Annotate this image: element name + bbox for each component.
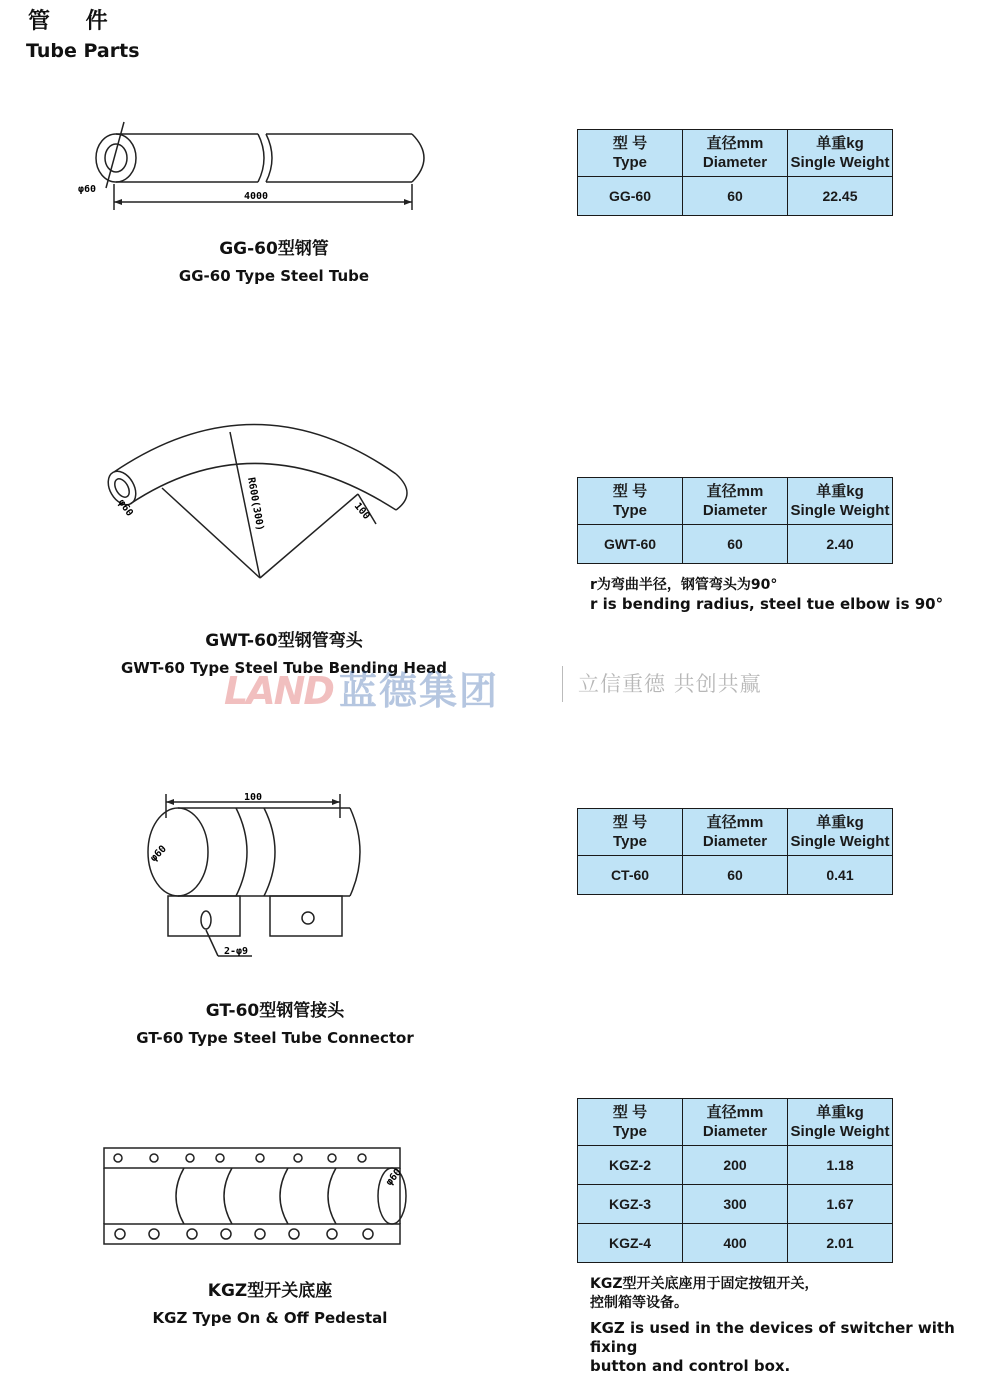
cell-diameter: 400 — [683, 1224, 788, 1263]
brand-name: 蓝德集团 — [338, 669, 499, 713]
watermark-logo — [224, 660, 499, 715]
cell-type: KGZ-2 — [578, 1146, 683, 1185]
gt60-drawing — [140, 790, 380, 970]
cell-diameter: 60 — [683, 856, 788, 895]
table-row — [578, 856, 893, 895]
kgz-note-en-2: button and control box. — [590, 1357, 791, 1375]
kgz-caption-en: KGZ Type On & Off Pedestal — [152, 1309, 388, 1327]
gt60-caption-en: GT-60 Type Steel Tube Connector — [136, 1029, 414, 1047]
cell-type: KGZ-3 — [578, 1185, 683, 1224]
col-weight: 单重kg Single Weight — [788, 478, 893, 525]
cell-diameter: 200 — [683, 1146, 788, 1185]
gwt60-dim-dia: φ60 — [115, 497, 135, 519]
table-header-row — [578, 130, 893, 177]
page-title-en: Tube Parts — [26, 40, 140, 62]
gg60-caption — [140, 234, 408, 285]
cell-type: GG-60 — [578, 177, 683, 216]
col-type: 型 号 Type — [578, 130, 683, 177]
table-header-row — [578, 478, 893, 525]
gwt60-note — [590, 576, 943, 614]
kgz-note-cn-1: KGZ型开关底座用于固定按钮开关， — [590, 1276, 819, 1292]
gg60-dim-dia: φ60 — [78, 184, 97, 195]
cell-diameter: 60 — [683, 177, 788, 216]
table-header-row — [578, 1099, 893, 1146]
cell-weight: 2.40 — [788, 525, 893, 564]
page-title-cn: 管 件 — [28, 9, 122, 34]
col-diameter: 直径mm Diameter — [683, 478, 788, 525]
gg60-spec-table — [577, 129, 893, 216]
table-row — [578, 1224, 893, 1263]
table-row — [578, 1146, 893, 1185]
kgz-caption-cn: KGZ型开关底座 — [207, 1281, 333, 1301]
col-weight: 单重kg Single Weight — [788, 809, 893, 856]
gt60-dim-holes: 2-φ9 — [224, 946, 249, 957]
brand-logo: LAND — [224, 669, 333, 713]
kgz-caption — [130, 1276, 410, 1327]
gg60-caption-en: GG-60 Type Steel Tube — [178, 267, 370, 285]
cell-weight: 0.41 — [788, 856, 893, 895]
col-type: 型 号 Type — [578, 478, 683, 525]
gg60-caption-cn: GG-60型钢管 — [219, 239, 329, 259]
gwt60-dim-radius: R600(300) — [245, 476, 266, 532]
kgz-spec-table — [577, 1098, 893, 1263]
gwt60-drawing — [96, 398, 426, 598]
cell-diameter: 300 — [683, 1185, 788, 1224]
gg60-dim-len: 4000 — [244, 191, 269, 202]
table-row — [578, 177, 893, 216]
gwt60-spec-table — [577, 477, 893, 564]
gt60-dim-len: 100 — [244, 792, 263, 803]
col-diameter: 直径mm Diameter — [683, 1099, 788, 1146]
kgz-note — [590, 1275, 990, 1376]
col-diameter: 直径mm Diameter — [683, 809, 788, 856]
cell-weight: 22.45 — [788, 177, 893, 216]
gt60-caption-cn: GT-60型钢管接头 — [205, 1001, 345, 1021]
table-row — [578, 525, 893, 564]
col-weight: 单重kg Single Weight — [788, 130, 893, 177]
table-header-row — [578, 809, 893, 856]
col-diameter: 直径mm Diameter — [683, 130, 788, 177]
cell-weight: 1.67 — [788, 1185, 893, 1224]
cell-type: GWT-60 — [578, 525, 683, 564]
gt60-spec-table — [577, 808, 893, 895]
gg60-drawing — [76, 118, 446, 218]
watermark-divider — [562, 666, 563, 702]
gt60-dim-dia: φ60 — [148, 843, 169, 865]
gt60-caption — [120, 996, 430, 1047]
table-row — [578, 1185, 893, 1224]
col-type: 型 号 Type — [578, 809, 683, 856]
gwt60-note-en: r is bending radius, steel tue elbow is 90° — [590, 595, 944, 613]
watermark-slogan: 立信重德 共创共赢 — [578, 672, 762, 696]
gwt60-dim-end: 100 — [351, 500, 372, 522]
cell-diameter: 60 — [683, 525, 788, 564]
col-type: 型 号 Type — [578, 1099, 683, 1146]
gwt60-caption-cn: GWT-60型钢管弯头 — [205, 631, 363, 651]
kgz-note-cn-2: 控制箱等设备。 — [590, 1295, 688, 1311]
col-weight: 单重kg Single Weight — [788, 1099, 893, 1146]
kgz-note-en-1: KGZ is used in the devices of switcher with fixing — [590, 1319, 955, 1356]
cell-weight: 2.01 — [788, 1224, 893, 1263]
cell-weight: 1.18 — [788, 1146, 893, 1185]
kgz-drawing — [92, 1142, 422, 1252]
gwt60-caption-en: GWT-60 Type Steel Tube Bending Head — [120, 659, 448, 677]
gwt60-note-cn: r为弯曲半径，钢管弯头为90° — [590, 577, 778, 593]
cell-type: CT-60 — [578, 856, 683, 895]
cell-type: KGZ-4 — [578, 1224, 683, 1263]
kgz-dim-dia: φ60 — [383, 1167, 404, 1188]
